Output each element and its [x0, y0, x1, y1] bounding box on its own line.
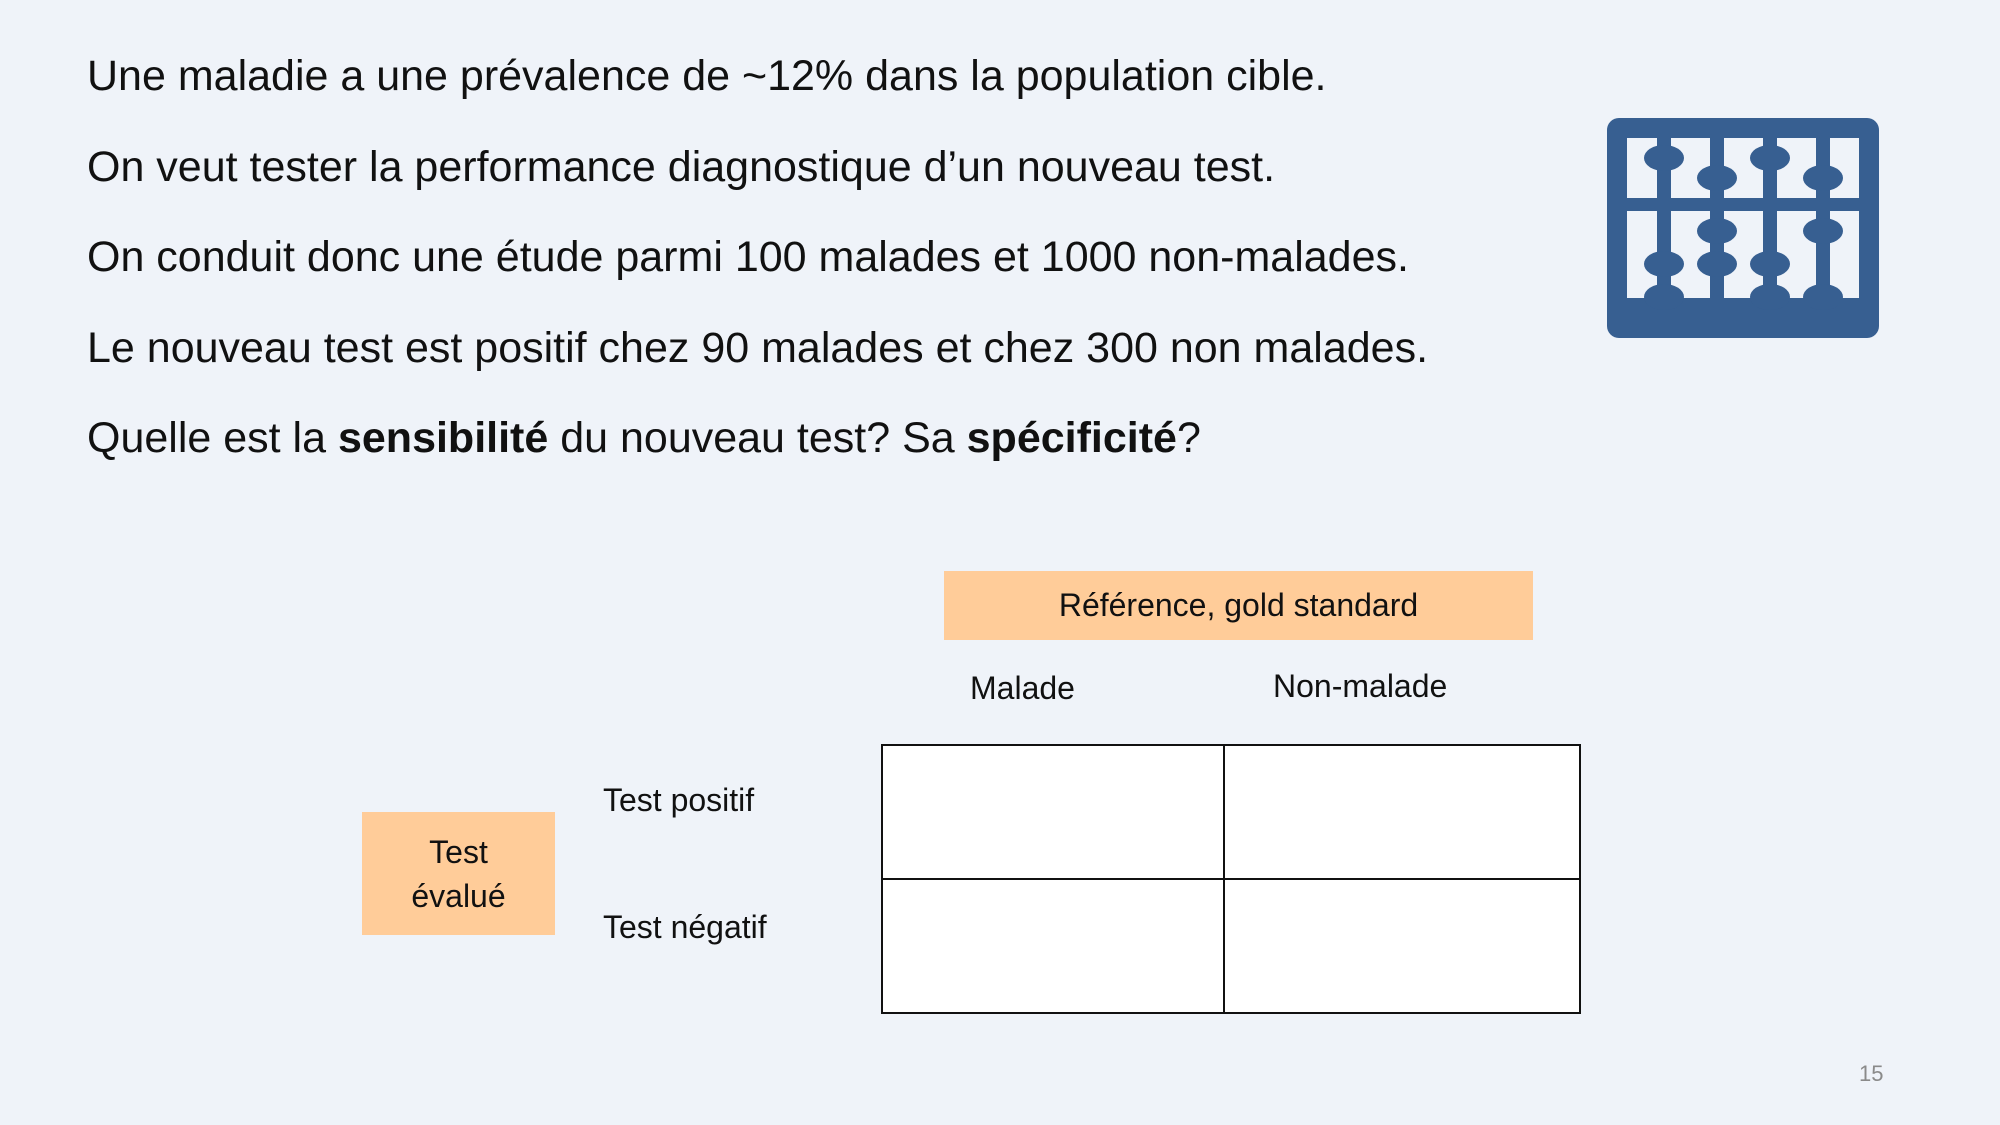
text-line-2: On veut tester la performance diagnostique d’un nouveau test.: [87, 143, 1276, 191]
column-header-malade: Malade: [970, 670, 1075, 706]
question-part: ?: [1176, 414, 1201, 462]
text-line-4: Le nouveau test est positif chez 90 malades et chez 300 non malades.: [87, 324, 1429, 372]
specificite-bold: spécificité: [966, 414, 1177, 462]
text-line-3: On conduit donc une étude parmi 100 malades et 1000 non-malades.: [87, 233, 1409, 281]
sensibilite-bold: sensibilité: [337, 414, 549, 462]
page-number: 15: [1859, 1061, 1884, 1086]
column-header-non-malade: Non-malade: [1273, 668, 1448, 704]
test-evalue-line-1: Test: [429, 833, 488, 870]
question-part: Quelle est la: [87, 414, 338, 462]
reference-header: Référence, gold standard: [944, 571, 1533, 640]
text-line-1: Une maladie a une prévalence de ~12% dans la population cible.: [87, 52, 1327, 100]
cell-positif-malade: [882, 745, 1224, 879]
abacus-icon: [1607, 118, 1879, 338]
cell-negatif-malade: [882, 879, 1224, 1013]
question-line: [87, 414, 1201, 463]
question-part: du nouveau test? Sa: [548, 414, 967, 462]
row-header-test-negatif: Test négatif: [603, 909, 767, 945]
row-header-test-positif: Test positif: [603, 782, 755, 818]
test-evalue-line-2: évalué: [411, 877, 506, 914]
test-evalue-header: [362, 812, 555, 935]
cell-positif-non-malade: [1224, 745, 1580, 879]
contingency-table: [881, 744, 1581, 1014]
cell-negatif-non-malade: [1224, 879, 1580, 1013]
